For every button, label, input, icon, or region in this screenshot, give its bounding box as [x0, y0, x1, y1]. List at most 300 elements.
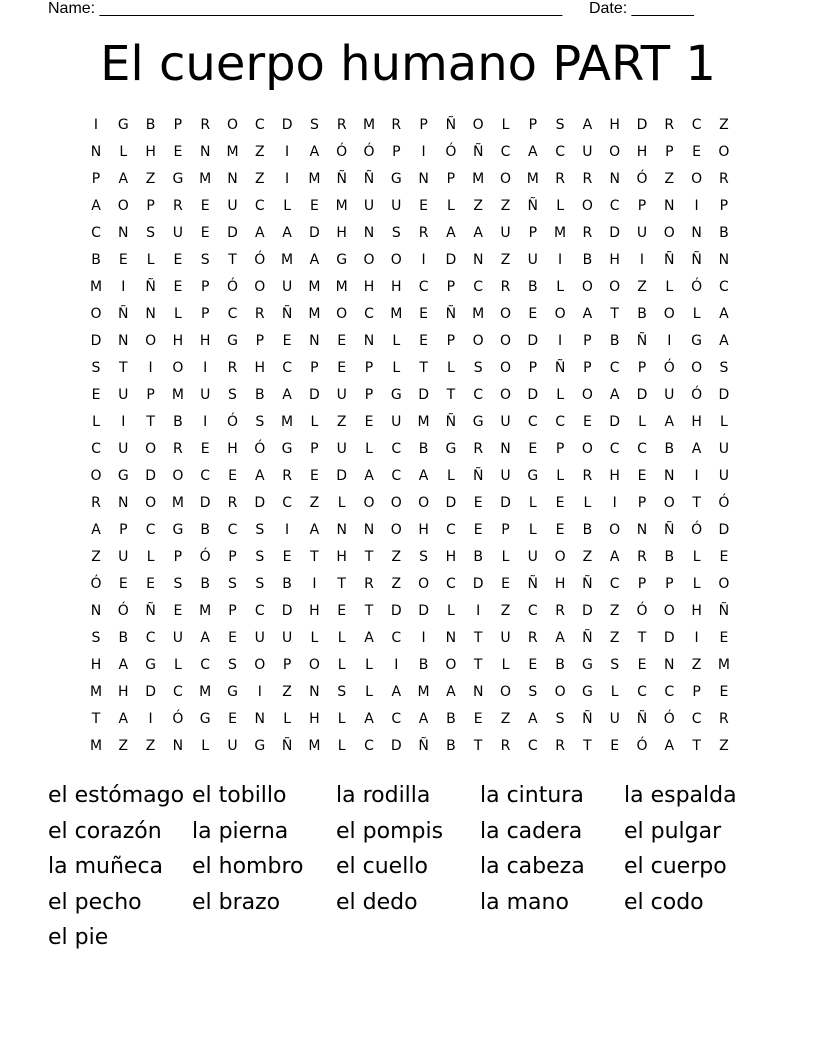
grid-letter: G — [117, 468, 129, 484]
grid-letter: E — [228, 630, 237, 646]
grid-letter: Ó — [691, 387, 703, 403]
grid-letter: N — [309, 333, 320, 349]
grid-letter: L — [201, 738, 210, 754]
grid-letter: Ó — [636, 171, 648, 187]
grid-letter: C — [500, 144, 511, 160]
grid-letter: A — [446, 225, 456, 241]
grid-letter: C — [719, 279, 729, 295]
grid-letter: Ñ — [554, 360, 566, 376]
grid-letter: D — [390, 603, 402, 619]
grid-letter: O — [499, 684, 512, 700]
grid-letter: B — [446, 711, 456, 727]
word-list-item: la espalda — [624, 783, 737, 808]
grid-letter: Ó — [254, 252, 266, 268]
grid-letter: M — [526, 171, 539, 187]
grid-letter: L — [556, 387, 564, 403]
grid-letter: P — [200, 279, 210, 295]
grid-letter: Z — [500, 252, 511, 268]
grid-letter: P — [364, 360, 374, 376]
grid-letter: Ó — [117, 603, 129, 619]
grid-letter: C — [282, 495, 292, 511]
grid-letter: N — [118, 333, 129, 349]
grid-letter: Z — [309, 495, 320, 511]
grid-letter: Z — [691, 657, 702, 673]
grid-letter: N — [90, 603, 102, 619]
grid-letter: M — [89, 279, 103, 295]
grid-letter: Z — [719, 738, 729, 754]
grid-letter: R — [719, 171, 729, 187]
grid-letter: B — [555, 657, 565, 673]
grid-letter: O — [554, 684, 566, 700]
grid-letter: I — [558, 252, 563, 268]
grid-letter: S — [146, 225, 156, 241]
grid-letter: R — [500, 279, 511, 295]
grid-letter: E — [228, 468, 237, 484]
grid-letter: L — [446, 360, 455, 376]
grid-letter: P — [119, 522, 128, 538]
grid-letter: Z — [118, 738, 129, 754]
grid-letter: Ñ — [472, 144, 484, 160]
grid-letter: C — [473, 387, 484, 403]
grid-letter: A — [391, 684, 402, 700]
grid-letter: E — [528, 657, 538, 673]
grid-letter: N — [363, 333, 375, 349]
grid-letter: O — [363, 495, 375, 511]
grid-letter: A — [609, 387, 620, 403]
grid-letter: A — [118, 657, 129, 673]
grid-letter: S — [91, 630, 101, 646]
grid-letter: E — [719, 549, 729, 565]
grid-letter: G — [527, 468, 539, 484]
grid-row — [0, 571, 816, 598]
grid-letter: C — [200, 657, 211, 673]
grid-letter: U — [527, 549, 538, 565]
grid-letter: P — [583, 333, 592, 349]
grid-letter: P — [255, 333, 265, 349]
grid-letter: Ó — [90, 576, 102, 592]
grid-letter: C — [609, 441, 620, 457]
grid-letter: Ñ — [636, 333, 648, 349]
grid-row — [0, 679, 816, 706]
grid-letter: H — [172, 333, 184, 349]
word-list-item: la pierna — [192, 818, 289, 844]
grid-letter: Z — [500, 198, 511, 214]
grid-letter: S — [228, 576, 237, 592]
grid-row — [0, 436, 816, 463]
grid-letter: N — [500, 441, 511, 457]
grid-letter: H — [636, 144, 648, 160]
grid-letter: T — [473, 738, 483, 754]
grid-letter: Ñ — [527, 198, 539, 214]
grid-letter: E — [173, 279, 183, 295]
grid-letter: N — [609, 171, 620, 187]
grid-letter: E — [419, 333, 429, 349]
grid-letter: E — [528, 306, 538, 322]
grid-letter: L — [638, 414, 646, 430]
grid-letter: H — [309, 711, 320, 727]
grid-letter: L — [446, 468, 455, 484]
grid-letter: L — [337, 738, 346, 754]
grid-letter: G — [117, 117, 129, 133]
grid-letter: O — [172, 468, 184, 484]
word-list-item: el corazón — [48, 818, 162, 844]
grid-letter: G — [199, 711, 211, 727]
grid-letter: D — [445, 495, 457, 511]
grid-letter: R — [336, 117, 347, 133]
grid-letter: E — [528, 441, 538, 457]
grid-letter: T — [473, 657, 483, 673]
grid-letter: C — [282, 360, 292, 376]
grid-letter: T — [583, 738, 592, 754]
grid-letter: U — [527, 252, 538, 268]
grid-letter: E — [719, 684, 729, 700]
grid-letter: G — [390, 171, 402, 187]
grid-letter: A — [255, 225, 265, 241]
grid-letter: U — [336, 441, 347, 457]
grid-letter: C — [200, 468, 211, 484]
grid-letter: N — [227, 171, 238, 187]
grid-letter: Z — [473, 198, 483, 214]
grid-letter: R — [282, 468, 292, 484]
grid-letter: I — [257, 684, 262, 700]
grid-letter: T — [446, 387, 456, 403]
grid-letter: S — [309, 117, 319, 133]
grid-letter: U — [609, 711, 620, 727]
grid-letter: U — [118, 549, 129, 565]
grid-letter: P — [501, 522, 510, 538]
grid-letter: M — [308, 738, 321, 754]
grid-letter: E — [173, 144, 183, 160]
grid-row — [0, 355, 816, 382]
grid-letter: O — [499, 306, 512, 322]
grid-letter: U — [391, 198, 402, 214]
grid-letter: P — [583, 360, 592, 376]
grid-letter: D — [309, 387, 320, 403]
grid-letter: O — [499, 387, 512, 403]
grid-letter: P — [528, 360, 538, 376]
grid-letter: L — [365, 441, 373, 457]
grid-letter: Z — [255, 144, 265, 160]
grid-letter: S — [255, 549, 265, 565]
grid-letter: Ñ — [281, 306, 293, 322]
grid-letter: D — [281, 117, 293, 133]
grid-letter: O — [691, 360, 703, 376]
grid-letter: U — [391, 414, 402, 430]
grid-letter: G — [227, 333, 238, 349]
grid-letter: C — [391, 441, 402, 457]
grid-letter: A — [446, 684, 456, 700]
grid-letter: M — [89, 738, 103, 754]
grid-letter: E — [146, 576, 156, 592]
grid-letter: P — [665, 576, 674, 592]
grid-letter: G — [691, 333, 703, 349]
grid-letter: P — [91, 171, 101, 187]
grid-letter: M — [362, 117, 376, 133]
grid-letter: Ó — [691, 279, 703, 295]
grid-letter: E — [419, 198, 429, 214]
grid-letter: Ñ — [363, 171, 375, 187]
grid-letter: I — [93, 117, 99, 133]
grid-letter: L — [146, 549, 155, 565]
grid-letter: R — [173, 198, 183, 214]
grid-letter: E — [692, 144, 702, 160]
grid-letter: R — [582, 225, 593, 241]
grid-letter: C — [91, 441, 101, 457]
grid-letter: Z — [282, 684, 292, 700]
grid-letter: C — [91, 225, 101, 241]
grid-letter: U — [664, 387, 675, 403]
grid-letter: D — [718, 387, 730, 403]
grid-letter: E — [309, 198, 319, 214]
grid-letter: B — [719, 225, 729, 241]
grid-letter: P — [173, 117, 183, 133]
grid-letter: R — [227, 360, 238, 376]
grid-letter: Ó — [226, 414, 239, 430]
grid-letter: T — [91, 711, 101, 727]
word-list-item: el tobillo — [192, 783, 287, 808]
word-list-item: el pie — [48, 925, 109, 950]
grid-letter: N — [664, 198, 675, 214]
grid-letter: O — [418, 495, 430, 511]
grid-letter: P — [446, 171, 456, 187]
grid-letter: G — [472, 414, 484, 430]
grid-letter: S — [528, 684, 538, 700]
grid-row — [0, 598, 816, 625]
grid-letter: E — [473, 495, 483, 511]
grid-letter: H — [336, 225, 347, 241]
grid-letter: D — [472, 576, 484, 592]
grid-letter: O — [472, 333, 484, 349]
grid-letter: O — [581, 387, 593, 403]
grid-row — [0, 544, 816, 571]
grid-letter: U — [500, 630, 511, 646]
grid-letter: O — [226, 117, 239, 133]
grid-letter: E — [473, 522, 483, 538]
grid-letter: N — [691, 225, 702, 241]
grid-letter: E — [200, 441, 210, 457]
grid-letter: D — [663, 630, 675, 646]
grid-letter: Z — [719, 117, 729, 133]
grid-letter: H — [609, 252, 620, 268]
grid-letter: R — [254, 306, 265, 322]
word-list-item: el hombro — [192, 854, 304, 879]
grid-letter: B — [609, 333, 620, 349]
grid-letter: U — [500, 468, 511, 484]
grid-letter: O — [418, 576, 430, 592]
grid-letter: S — [419, 549, 429, 565]
grid-letter: P — [528, 117, 538, 133]
grid-letter: P — [282, 657, 292, 673]
grid-letter: E — [719, 630, 729, 646]
grid-letter: O — [554, 306, 566, 322]
grid-letter: Ó — [254, 441, 266, 457]
grid-letter: P — [146, 198, 155, 214]
grid-letter: A — [364, 468, 374, 484]
grid-letter: L — [556, 198, 564, 214]
grid-letter: T — [610, 306, 619, 322]
grid-letter: B — [446, 738, 456, 754]
grid-letter: N — [254, 711, 266, 727]
grid-letter: O — [390, 252, 402, 268]
grid-letter: A — [200, 630, 210, 646]
word-list-item: la muñeca — [48, 854, 164, 879]
grid-letter: P — [392, 144, 401, 160]
grid-letter: Z — [582, 549, 593, 565]
grid-letter: P — [637, 360, 647, 376]
grid-letter: N — [636, 522, 648, 538]
grid-letter: C — [527, 738, 538, 754]
grid-letter: B — [473, 549, 483, 565]
grid-letter: O — [554, 549, 566, 565]
grid-letter: L — [337, 657, 346, 673]
grid-letter: P — [637, 495, 647, 511]
grid-letter: Z — [145, 738, 156, 754]
grid-letter: Ñ — [582, 711, 593, 727]
grid-letter: L — [528, 522, 537, 538]
grid-letter: A — [555, 630, 565, 646]
grid-letter: L — [392, 333, 401, 349]
grid-letter: N — [199, 144, 211, 160]
grid-letter: H — [445, 549, 457, 565]
grid-letter: C — [254, 603, 265, 619]
grid-letter: R — [582, 468, 593, 484]
grid-letter: E — [282, 549, 292, 565]
grid-letter: R — [391, 117, 402, 133]
grid-letter: E — [419, 306, 429, 322]
grid-letter: D — [281, 603, 293, 619]
grid-letter: Ñ — [118, 306, 129, 322]
grid-letter: R — [227, 495, 238, 511]
grid-letter: E — [309, 468, 319, 484]
grid-letter: C — [418, 279, 429, 295]
grid-letter: O — [145, 441, 157, 457]
grid-letter: E — [282, 333, 292, 349]
grid-row — [0, 139, 816, 166]
grid-letter: M — [199, 171, 212, 187]
grid-letter: D — [227, 225, 238, 241]
grid-letter: G — [172, 522, 184, 538]
grid-letter: T — [119, 360, 128, 376]
grid-letter: I — [694, 630, 699, 646]
grid-letter: N — [90, 144, 102, 160]
grid-letter: L — [310, 414, 319, 430]
grid-letter: Ñ — [527, 576, 539, 592]
grid-letter: P — [637, 576, 647, 592]
grid-letter: D — [718, 522, 730, 538]
grid-letter: G — [336, 252, 348, 268]
word-list-item: la cadera — [480, 818, 583, 844]
grid-letter: P — [637, 198, 647, 214]
grid-letter: M — [417, 684, 430, 700]
grid-letter: S — [255, 522, 265, 538]
grid-letter: O — [581, 441, 593, 457]
name-field-label: Name: ____________________________________________________ — [48, 0, 563, 17]
grid-letter: T — [473, 630, 483, 646]
grid-letter: I — [312, 576, 317, 592]
grid-letter: C — [473, 279, 484, 295]
grid-letter: G — [581, 657, 593, 673]
grid-letter: Z — [391, 549, 402, 565]
grid-letter: L — [310, 630, 319, 646]
grid-letter: O — [663, 225, 675, 241]
grid-letter: D — [500, 495, 511, 511]
grid-letter: R — [364, 576, 374, 592]
grid-letter: S — [719, 360, 729, 376]
grid-letter: U — [281, 279, 293, 295]
grid-letter: G — [581, 684, 593, 700]
grid-letter: S — [228, 657, 237, 673]
grid-letter: O — [145, 333, 157, 349]
grid-letter: M — [171, 387, 184, 403]
grid-letter: U — [500, 414, 511, 430]
grid-letter: G — [145, 657, 157, 673]
grid-letter: O — [609, 522, 621, 538]
grid-letter: U — [636, 225, 648, 241]
grid-letter: A — [309, 252, 320, 268]
grid-letter: N — [445, 630, 457, 646]
grid-letter: R — [719, 711, 729, 727]
grid-letter: C — [145, 522, 156, 538]
grid-letter: A — [118, 171, 129, 187]
grid-letter: S — [391, 225, 401, 241]
grid-letter: C — [227, 522, 238, 538]
grid-letter: R — [200, 117, 211, 133]
grid-letter: N — [118, 225, 129, 241]
grid-letter: A — [582, 306, 593, 322]
word-list-item: el estómago — [48, 783, 185, 808]
grid-letter: O — [691, 171, 703, 187]
grid-letter: B — [527, 279, 538, 295]
grid-letter: S — [555, 711, 565, 727]
grid-letter: C — [691, 711, 702, 727]
grid-letter: A — [473, 225, 483, 241]
grid-letter: O — [581, 279, 593, 295]
grid-letter: U — [227, 738, 238, 754]
grid-letter: D — [309, 225, 320, 241]
grid-letter: O — [581, 198, 593, 214]
grid-letter: Ó — [636, 738, 648, 754]
grid-letter: I — [476, 603, 481, 619]
grid-row — [0, 706, 816, 733]
grid-letter: S — [473, 360, 483, 376]
grid-letter: N — [664, 657, 675, 673]
grid-letter: U — [254, 630, 265, 646]
grid-letter: U — [118, 387, 129, 403]
grid-letter: C — [254, 117, 265, 133]
grid-letter: C — [637, 684, 647, 700]
grid-letter: S — [337, 684, 347, 700]
grid-letter: L — [283, 711, 291, 727]
grid-letter: H — [309, 603, 320, 619]
grid-letter: A — [528, 144, 538, 160]
grid-letter: L — [692, 576, 701, 592]
grid-letter: P — [364, 387, 374, 403]
grid-letter: O — [663, 306, 675, 322]
grid-letter: S — [610, 657, 620, 673]
grid-letter: D — [609, 225, 621, 241]
grid-letter: O — [336, 306, 348, 322]
grid-letter: N — [472, 252, 484, 268]
grid-letter: L — [528, 495, 537, 511]
grid-letter: M — [226, 144, 239, 160]
grid-letter: U — [172, 225, 184, 241]
grid-letter: A — [118, 711, 129, 727]
grid-letter: C — [391, 711, 402, 727]
grid-letter: L — [392, 360, 401, 376]
grid-letter: T — [637, 630, 647, 646]
grid-letter: U — [363, 198, 375, 214]
grid-letter: Ñ — [418, 738, 429, 754]
